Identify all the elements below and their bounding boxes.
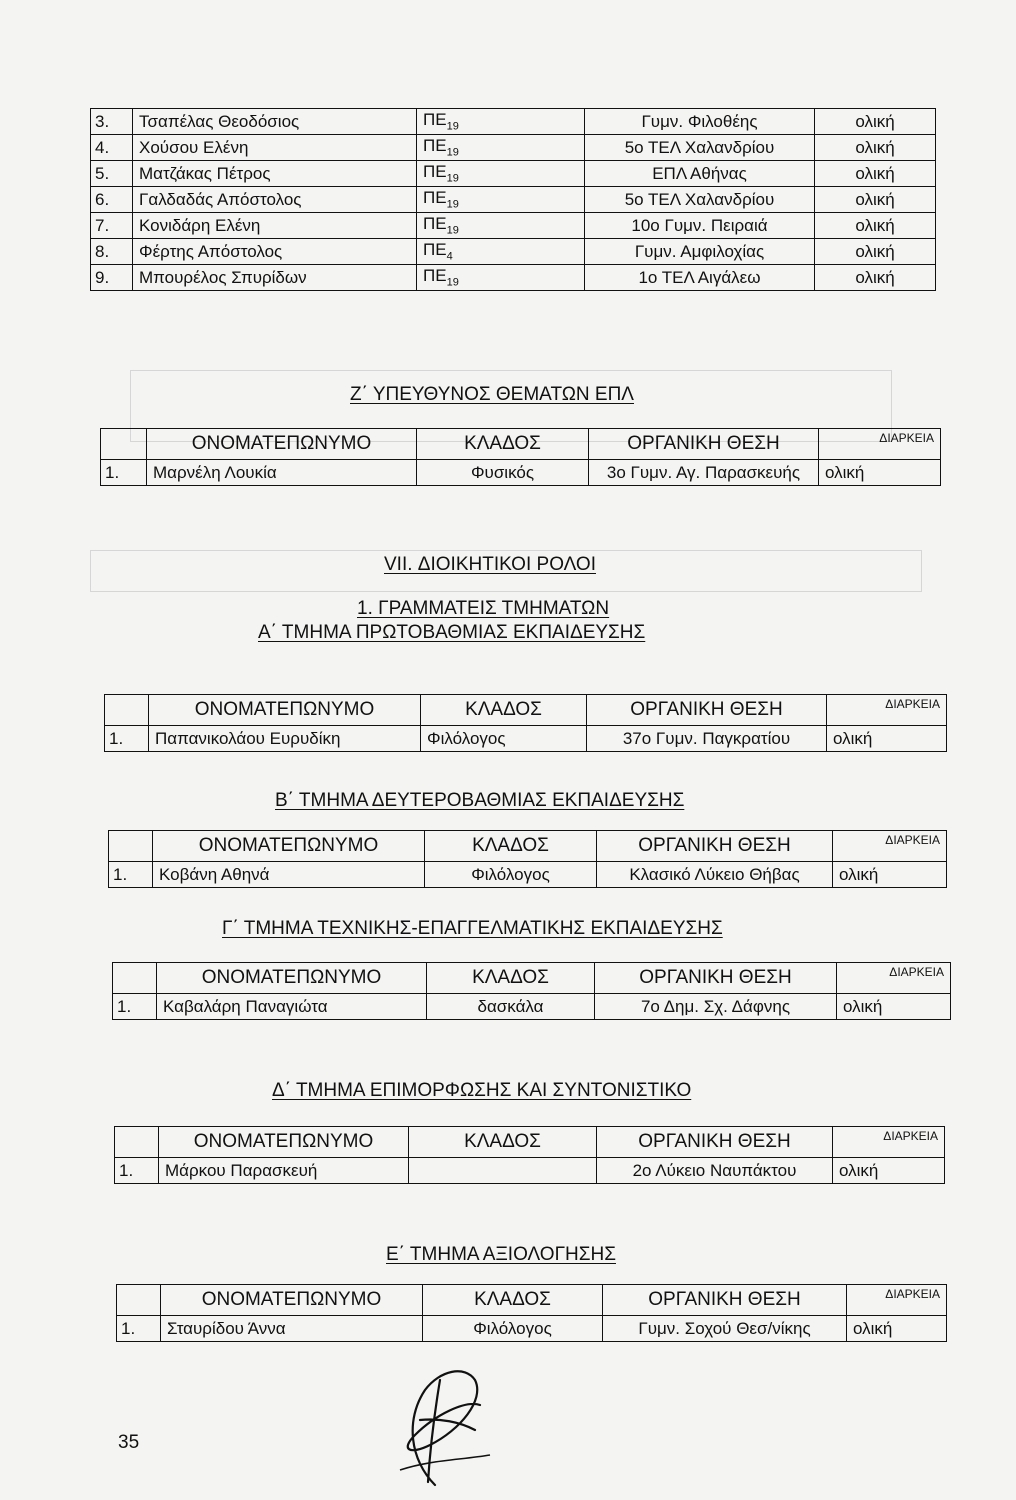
header-branch: ΚΛΑΔΟΣ [427,963,595,994]
header-name: ΟΝΟΜΑΤΕΠΩΝΥΜΟ [161,1285,423,1316]
header-cell [105,695,149,726]
row-post: Γυμν. Αμφιλοχίας [585,239,815,265]
row-duration: ολική [815,109,936,135]
row-duration: ολική [847,1316,947,1342]
header-name: ΟΝΟΜΑΤΕΠΩΝΥΜΟ [147,429,417,460]
header-name: ΟΝΟΜΑΤΕΠΩΝΥΜΟ [149,695,421,726]
row-post: 10ο Γυμν. Πειραιά [585,213,815,239]
row-name: Καβαλάρη Παναγιώτα [157,994,427,1020]
section-e-title: Ε΄ ΤΜΗΜΑ ΑΞΙΟΛΟΓΗΣΗΣ [386,1244,616,1265]
branch-subscript: 19 [446,120,459,133]
section-vii-subtitle: 1. ΓΡΑΜΜΑΤΕΙΣ ΤΜΗΜΑΤΩΝ [357,598,610,619]
header-post: ΟΡΓΑΝΙΚΗ ΘΕΣΗ [603,1285,847,1316]
row-branch: δασκάλα [427,994,595,1020]
row-duration: ολική [819,460,941,486]
row-name: Σταυρίδου Άννα [161,1316,423,1342]
section-vii-title: VII. ΔΙΟΙΚΗΤΙΚΟΙ ΡΟΛΟΙ [384,554,596,575]
table-row [91,239,936,265]
section-z-title: Ζ΄ ΥΠΕΥΘΥΝΟΣ ΘΕΜΑΤΩΝ ΕΠΛ [350,384,634,405]
row-number: 7. [91,213,133,239]
branch-code: ΠΕ [423,214,447,234]
header-branch: ΚΛΑΔΟΣ [421,695,587,726]
row-name: Ματζάκας Πέτρος [133,161,417,187]
header-duration: ΔΙΑΡΚΕΙΑ [837,963,951,994]
row-post: Κλασικό Λύκειο Θήβας [597,862,833,888]
section-a-title: Α΄ ΤΜΗΜΑ ΠΡΩΤΟΒΑΘΜΙΑΣ ΕΚΠΑΙΔΕΥΣΗΣ [258,622,646,643]
section-d-title: Δ΄ ΤΜΗΜΑ ΕΠΙΜΟΡΦΩΣΗΣ ΚΑΙ ΣΥΝΤΟΝΙΣΤΙΚΟ [272,1080,692,1101]
header-name: ΟΝΟΜΑΤΕΠΩΝΥΜΟ [157,963,427,994]
row-post: 1ο ΤΕΛ Αιγάλεω [585,265,815,291]
header-name: ΟΝΟΜΑΤΕΠΩΝΥΜΟ [159,1127,409,1158]
header-cell [113,963,157,994]
row-post: 37ο Γυμν. Παγκρατίου [587,726,827,752]
row-post: 2ο Λύκειο Ναυπάκτου [597,1158,833,1184]
row-duration: ολική [827,726,947,752]
table-row [91,161,936,187]
row-post: 3ο Γυμν. Αγ. Παρασκευής [589,460,819,486]
header-duration: ΔΙΑΡΚΕΙΑ [833,831,947,862]
header-duration: ΔΙΑΡΚΕΙΑ [847,1285,947,1316]
top-staff-table [90,108,936,291]
row-name: Χούσου Ελένη [133,135,417,161]
branch-subscript: 19 [446,146,459,159]
row-branch: Φυσικός [417,460,589,486]
row-duration: ολική [815,135,936,161]
row-post: Γυμν. Σοχού Θεσ/νίκης [603,1316,847,1342]
section-z-table [100,428,941,486]
branch-code: ΠΕ [423,136,447,156]
row-post: ΕΠΛ Αθήνας [585,161,815,187]
header-branch: ΚΛΑΔΟΣ [409,1127,597,1158]
branch-code: ΠΕ [423,188,447,208]
row-duration: ολική [815,187,936,213]
section-c-title: Γ΄ ΤΜΗΜΑ ΤΕΧΝΙΚΗΣ-ΕΠΑΓΓΕΛΜΑΤΙΚΗΣ ΕΚΠΑΙΔΕΥΣΗΣ [222,918,723,939]
row-number: 1. [109,862,153,888]
row-name: Φέρτης Απόστολος [133,239,417,265]
row-branch [417,161,585,187]
row-number: 1. [115,1158,159,1184]
row-branch: Φιλόλογος [423,1316,603,1342]
section-b-table [108,830,947,888]
row-branch [417,187,585,213]
branch-subscript: 19 [446,198,459,211]
section-c-table [112,962,951,1020]
header-cell [115,1127,159,1158]
row-name: Παπανικολάου Ευρυδίκη [149,726,421,752]
row-branch: Φιλόλογος [425,862,597,888]
header-duration: ΔΙΑΡΚΕΙΑ [833,1127,945,1158]
table-row [91,187,936,213]
row-branch [409,1158,597,1184]
row-duration: ολική [833,862,947,888]
branch-code: ΠΕ [423,162,447,182]
branch-subscript: 19 [446,224,459,237]
row-duration: ολική [815,239,936,265]
row-post: 5ο ΤΕΛ Χαλανδρίου [585,187,815,213]
table-row [113,994,951,1020]
signature-icon [380,1360,500,1490]
row-name: Κοβάνη Αθηνά [153,862,425,888]
row-name: Κονιδάρη Ελένη [133,213,417,239]
row-name: Μαρνέλη Λουκία [147,460,417,486]
section-a-table [104,694,947,752]
row-name: Μπουρέλος Σπυρίδων [133,265,417,291]
branch-subscript: 19 [446,172,459,185]
header-duration: ΔΙΑΡΚΕΙΑ [819,429,941,460]
row-branch [417,239,585,265]
row-branch [417,109,585,135]
section-b-title: Β΄ ΤΜΗΜΑ ΔΕΥΤΕΡΟΒΑΘΜΙΑΣ ΕΚΠΑΙΔΕΥΣΗΣ [275,790,685,811]
row-duration: ολική [815,213,936,239]
header-branch: ΚΛΑΔΟΣ [417,429,589,460]
header-post: ΟΡΓΑΝΙΚΗ ΘΕΣΗ [589,429,819,460]
page-number: 35 [118,1432,140,1453]
table-row [91,135,936,161]
header-post: ΟΡΓΑΝΙΚΗ ΘΕΣΗ [595,963,837,994]
row-duration: ολική [833,1158,945,1184]
row-branch: Φιλόλογος [421,726,587,752]
row-post: 5ο ΤΕΛ Χαλανδρίου [585,135,815,161]
branch-code: ΠΕ [423,110,447,130]
header-cell [109,831,153,862]
header-post: ΟΡΓΑΝΙΚΗ ΘΕΣΗ [587,695,827,726]
row-number: 5. [91,161,133,187]
row-number: 1. [105,726,149,752]
table-row [91,265,936,291]
branch-code: ΠΕ [423,240,447,260]
header-post: ΟΡΓΑΝΙΚΗ ΘΕΣΗ [597,831,833,862]
header-cell [117,1285,161,1316]
row-number: 3. [91,109,133,135]
row-post: Γυμν. Φιλοθέης [585,109,815,135]
branch-code: ΠΕ [423,266,447,286]
row-number: 4. [91,135,133,161]
header-branch: ΚΛΑΔΟΣ [423,1285,603,1316]
row-duration: ολική [815,161,936,187]
row-number: 1. [117,1316,161,1342]
row-number: 9. [91,265,133,291]
row-name: Μάρκου Παρασκευή [159,1158,409,1184]
table-row [117,1316,947,1342]
row-branch [417,135,585,161]
row-number: 8. [91,239,133,265]
table-row [91,109,936,135]
branch-subscript: 19 [446,276,459,289]
row-duration: ολική [815,265,936,291]
row-name: Τσαπέλας Θεοδόσιος [133,109,417,135]
row-name: Γαλδαδάς Απόστολος [133,187,417,213]
row-number: 1. [101,460,147,486]
row-number: 6. [91,187,133,213]
row-branch [417,213,585,239]
section-e-table [116,1284,947,1342]
table-row [115,1158,945,1184]
section-d-table [114,1126,945,1184]
header-post: ΟΡΓΑΝΙΚΗ ΘΕΣΗ [597,1127,833,1158]
branch-subscript: 4 [446,250,453,263]
header-duration: ΔΙΑΡΚΕΙΑ [827,695,947,726]
table-row [101,460,941,486]
header-name: ΟΝΟΜΑΤΕΠΩΝΥΜΟ [153,831,425,862]
row-number: 1. [113,994,157,1020]
row-post: 7ο Δημ. Σχ. Δάφνης [595,994,837,1020]
header-cell [101,429,147,460]
header-branch: ΚΛΑΔΟΣ [425,831,597,862]
table-row [91,213,936,239]
table-row [105,726,947,752]
table-row [109,862,947,888]
row-branch [417,265,585,291]
row-duration: ολική [837,994,951,1020]
